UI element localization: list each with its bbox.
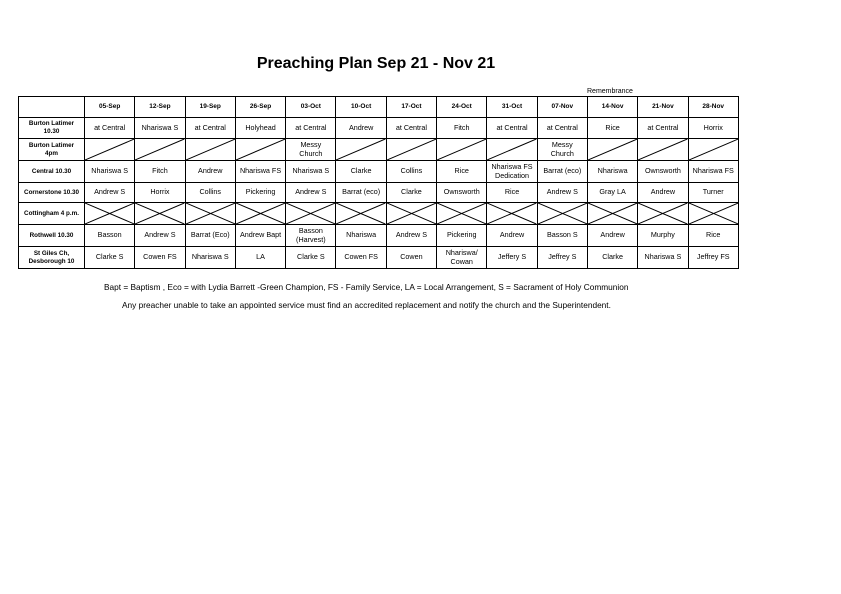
plan-cell xyxy=(437,225,487,247)
table-row xyxy=(19,139,739,161)
plan-cell xyxy=(587,247,637,269)
plan-cell xyxy=(587,161,637,183)
plan-cell xyxy=(437,247,487,269)
plan-cell xyxy=(85,203,135,225)
plan-cell-text: Turner xyxy=(702,187,724,197)
plan-cell-text: Andrew xyxy=(348,122,374,132)
plan-cell-text: Holyhead xyxy=(245,122,276,132)
date-header: 03-Oct xyxy=(286,97,336,118)
header-corner xyxy=(19,97,85,118)
plan-cell xyxy=(336,183,386,203)
plan-cell xyxy=(437,118,487,139)
plan-cell xyxy=(185,139,235,161)
plan-cell-text: Nhariswa S xyxy=(91,166,129,176)
plan-cell xyxy=(688,225,738,247)
plan-cell-text: Barrat (eco) xyxy=(342,187,381,197)
date-header: 19-Sep xyxy=(185,97,235,118)
plan-cell xyxy=(537,118,587,139)
plan-cell xyxy=(185,161,235,183)
plan-cell xyxy=(638,183,688,203)
plan-cell xyxy=(185,247,235,269)
plan-cell-text: Andrew S xyxy=(395,230,428,240)
plan-cell xyxy=(487,203,537,225)
slash-mark xyxy=(336,139,385,160)
plan-cell xyxy=(688,247,738,269)
plan-cell-text: Nhariswa xyxy=(597,166,628,176)
plan-cell xyxy=(638,225,688,247)
slash-mark xyxy=(689,139,738,160)
plan-cell-text: Clarke S xyxy=(95,252,124,262)
plan-cell xyxy=(386,183,436,203)
plan-cell xyxy=(185,183,235,203)
cross-out-mark xyxy=(135,203,184,224)
date-header: 10-Oct xyxy=(336,97,386,118)
table-header-row xyxy=(19,97,739,118)
plan-cell-text: Pickering xyxy=(446,230,477,240)
plan-cell xyxy=(638,247,688,269)
date-header: 12-Sep xyxy=(135,97,185,118)
plan-cell xyxy=(235,247,285,269)
plan-cell xyxy=(487,118,537,139)
plan-cell-text: Barrat (eco) xyxy=(543,166,582,176)
plan-cell xyxy=(688,139,738,161)
plan-cell xyxy=(437,139,487,161)
plan-cell xyxy=(286,161,336,183)
plan-cell xyxy=(688,118,738,139)
plan-cell xyxy=(587,118,637,139)
plan-cell xyxy=(286,225,336,247)
plan-cell xyxy=(487,139,537,161)
plan-cell xyxy=(487,183,537,203)
remembrance-note: Remembrance xyxy=(587,88,633,95)
plan-cell xyxy=(85,183,135,203)
plan-cell xyxy=(85,118,135,139)
plan-cell-text: Rice xyxy=(454,166,469,176)
cross-out-mark xyxy=(387,203,436,224)
plan-cell xyxy=(135,161,185,183)
plan-cell-text: Andrew xyxy=(499,230,525,240)
cross-out-mark xyxy=(689,203,738,224)
page-title: Preaching Plan Sep 21 - Nov 21 xyxy=(256,55,496,72)
plan-cell-text: Gray LA xyxy=(599,187,626,197)
plan-cell-text: Nhariswa S xyxy=(292,166,330,176)
plan-cell-text: Andrew xyxy=(650,187,676,197)
plan-cell xyxy=(386,118,436,139)
table-row xyxy=(19,203,739,225)
church-label: Cottingham 4 p.m. xyxy=(19,203,85,225)
plan-cell xyxy=(235,118,285,139)
slash-mark xyxy=(85,139,134,160)
date-header: 07-Nov xyxy=(537,97,587,118)
plan-cell xyxy=(638,203,688,225)
plan-cell-text: at Central xyxy=(395,122,428,132)
plan-cell-text: Ownsworth xyxy=(443,187,480,197)
plan-cell-text: Nhariswa S xyxy=(644,252,682,262)
plan-cell-text: Nhariswa FS Dedication xyxy=(491,162,533,180)
plan-cell-text: Jeffrey S xyxy=(548,252,577,262)
plan-cell xyxy=(336,203,386,225)
plan-cell xyxy=(437,203,487,225)
plan-cell xyxy=(185,225,235,247)
plan-cell xyxy=(336,247,386,269)
plan-cell-text: Clarke xyxy=(401,187,422,197)
table-row xyxy=(19,225,739,247)
cross-out-mark xyxy=(588,203,637,224)
plan-cell xyxy=(85,139,135,161)
plan-cell-text: Jeffery S xyxy=(497,252,527,262)
plan-cell-text: at Central xyxy=(647,122,679,132)
plan-cell xyxy=(537,183,587,203)
plan-cell-text: Messy Church xyxy=(550,140,574,158)
plan-cell xyxy=(286,247,336,269)
plan-cell xyxy=(135,139,185,161)
plan-cell-text: Clarke xyxy=(602,252,623,262)
church-label: Burton Latimer 4pm xyxy=(19,139,85,161)
date-header: 05-Sep xyxy=(85,97,135,118)
church-label: Central 10.30 xyxy=(19,161,85,183)
cross-out-mark xyxy=(487,203,536,224)
plan-cell xyxy=(286,203,336,225)
plan-cell xyxy=(85,161,135,183)
plan-cell-text: Collins xyxy=(400,166,423,176)
plan-cell xyxy=(386,161,436,183)
plan-cell xyxy=(85,225,135,247)
plan-cell xyxy=(336,139,386,161)
plan-cell xyxy=(235,183,285,203)
plan-cell-text: Andrew S xyxy=(546,187,578,197)
plan-cell-text: Nhariswa FS xyxy=(692,166,734,176)
plan-cell xyxy=(638,161,688,183)
plan-cell xyxy=(437,183,487,203)
plan-cell xyxy=(135,183,185,203)
plan-cell-text: Nhariswa/ Cowan xyxy=(445,248,478,266)
plan-cell-text: LA xyxy=(256,252,265,262)
date-header: 26-Sep xyxy=(235,97,285,118)
plan-cell-text: Cowen FS xyxy=(143,252,177,262)
slash-mark xyxy=(487,139,536,160)
plan-cell-text: Fitch xyxy=(453,122,470,132)
plan-cell-text: Messy Church xyxy=(299,140,323,158)
plan-cell xyxy=(537,161,587,183)
table-row xyxy=(19,161,739,183)
plan-cell xyxy=(638,139,688,161)
plan-cell-text: Andrew S xyxy=(144,230,176,240)
plan-cell-text: Murphy xyxy=(650,230,675,240)
plan-cell xyxy=(587,139,637,161)
plan-cell xyxy=(487,161,537,183)
table-row xyxy=(19,247,739,269)
church-label: Cornerstone 10.30 xyxy=(19,183,85,203)
plan-cell xyxy=(286,139,336,161)
cross-out-mark xyxy=(286,203,335,224)
plan-cell xyxy=(537,203,587,225)
plan-cell-text: Collins xyxy=(199,187,222,197)
plan-cell xyxy=(688,161,738,183)
plan-cell-text: Andrew S xyxy=(94,187,126,197)
date-header: 24-Oct xyxy=(437,97,487,118)
plan-cell-text: Andrew Bapt xyxy=(239,230,282,240)
date-header: 31-Oct xyxy=(487,97,537,118)
plan-cell xyxy=(185,203,235,225)
plan-cell-text: Nhariswa xyxy=(346,230,377,240)
plan-cell-text: Andrew S xyxy=(295,187,327,197)
church-label: Burton Latimer 10.30 xyxy=(19,118,85,139)
plan-cell-text: Andrew xyxy=(198,166,223,176)
date-header: 21-Nov xyxy=(638,97,688,118)
plan-cell xyxy=(688,183,738,203)
plan-cell xyxy=(135,203,185,225)
plan-cell-text: Horrix xyxy=(703,122,723,132)
plan-cell-text: Ownsworth xyxy=(644,166,681,176)
plan-cell xyxy=(537,139,587,161)
cross-out-mark xyxy=(638,203,687,224)
slash-mark xyxy=(638,139,687,160)
plan-cell xyxy=(386,139,436,161)
plan-cell xyxy=(587,203,637,225)
plan-cell xyxy=(286,118,336,139)
plan-cell-text: Pickering xyxy=(245,187,276,197)
plan-cell-text: at Central xyxy=(546,122,578,132)
plan-cell-text: Andrew xyxy=(600,230,625,240)
plan-cell-text: Barrat (Eco) xyxy=(190,230,230,240)
plan-cell xyxy=(386,247,436,269)
plan-cell-text: Horrix xyxy=(150,187,170,197)
preaching-plan-table xyxy=(18,96,739,269)
slash-mark xyxy=(236,139,285,160)
plan-cell-text: Jeffrey FS xyxy=(696,252,730,262)
plan-cell xyxy=(235,161,285,183)
plan-cell xyxy=(487,225,537,247)
plan-cell xyxy=(688,203,738,225)
plan-cell-text: Basson (Harvest) xyxy=(296,226,326,244)
plan-cell xyxy=(336,118,386,139)
plan-cell-text: Basson S xyxy=(546,230,578,240)
plan-cell xyxy=(487,247,537,269)
plan-cell xyxy=(135,247,185,269)
slash-mark xyxy=(437,139,486,160)
plan-cell-text: at Central xyxy=(496,122,528,132)
cross-out-mark xyxy=(437,203,486,224)
cross-out-mark xyxy=(538,203,587,224)
date-header: 14-Nov xyxy=(587,97,637,118)
plan-cell-text: Clarke S xyxy=(297,252,325,262)
plan-cell-text: Nhariswa S xyxy=(141,122,179,132)
plan-cell xyxy=(135,225,185,247)
plan-cell-text: Nhariswa FS xyxy=(239,166,282,176)
plan-cell xyxy=(235,139,285,161)
date-header: 17-Oct xyxy=(386,97,436,118)
plan-cell xyxy=(437,161,487,183)
slash-mark xyxy=(135,139,184,160)
plan-cell xyxy=(336,161,386,183)
church-label: St Giles Ch, Desborough 10 xyxy=(19,247,85,269)
plan-cell xyxy=(587,225,637,247)
plan-cell-text: Nhariswa S xyxy=(191,252,229,262)
plan-cell xyxy=(638,118,688,139)
slash-mark xyxy=(186,139,235,160)
plan-cell-text: Basson xyxy=(97,230,122,240)
plan-cell xyxy=(537,247,587,269)
plan-cell-text: Cowen xyxy=(400,252,423,262)
slash-mark xyxy=(588,139,637,160)
slash-mark xyxy=(387,139,436,160)
plan-cell-text: Fitch xyxy=(152,166,168,176)
table-row xyxy=(19,183,739,203)
plan-cell-text: Rice xyxy=(504,187,520,197)
plan-cell-text: Rice xyxy=(605,122,620,132)
cross-out-mark xyxy=(186,203,235,224)
plan-cell xyxy=(336,225,386,247)
plan-cell xyxy=(386,225,436,247)
plan-cell xyxy=(135,118,185,139)
plan-cell xyxy=(235,203,285,225)
plan-cell xyxy=(286,183,336,203)
plan-cell xyxy=(235,225,285,247)
plan-cell xyxy=(386,203,436,225)
plan-cell xyxy=(85,247,135,269)
plan-cell-text: Cowen FS xyxy=(344,252,378,262)
cross-out-mark xyxy=(236,203,285,224)
plan-cell xyxy=(587,183,637,203)
plan-cell-text: at Central xyxy=(194,122,226,132)
plan-cell-text: Clarke xyxy=(350,166,372,176)
plan-cell xyxy=(537,225,587,247)
date-header: 28-Nov xyxy=(688,97,738,118)
church-label: Rothwell 10.30 xyxy=(19,225,85,247)
notice-footnote: Any preacher unable to take an appointed service must find an accredited replacement and notify the church and the Superintendent. xyxy=(122,300,611,310)
plan-cell-text: Rice xyxy=(706,230,721,240)
plan-cell xyxy=(185,118,235,139)
cross-out-mark xyxy=(336,203,385,224)
legend-footnote: Bapt = Baptism , Eco = with Lydia Barrett -Green Champion, FS - Family Service, LA = Local Arrangement, S = Sacrament of Holy Communion xyxy=(104,282,629,292)
plan-cell-text: at Central xyxy=(295,122,327,132)
plan-cell-text: at Central xyxy=(94,122,126,132)
table-row xyxy=(19,118,739,139)
cross-out-mark xyxy=(85,203,134,224)
